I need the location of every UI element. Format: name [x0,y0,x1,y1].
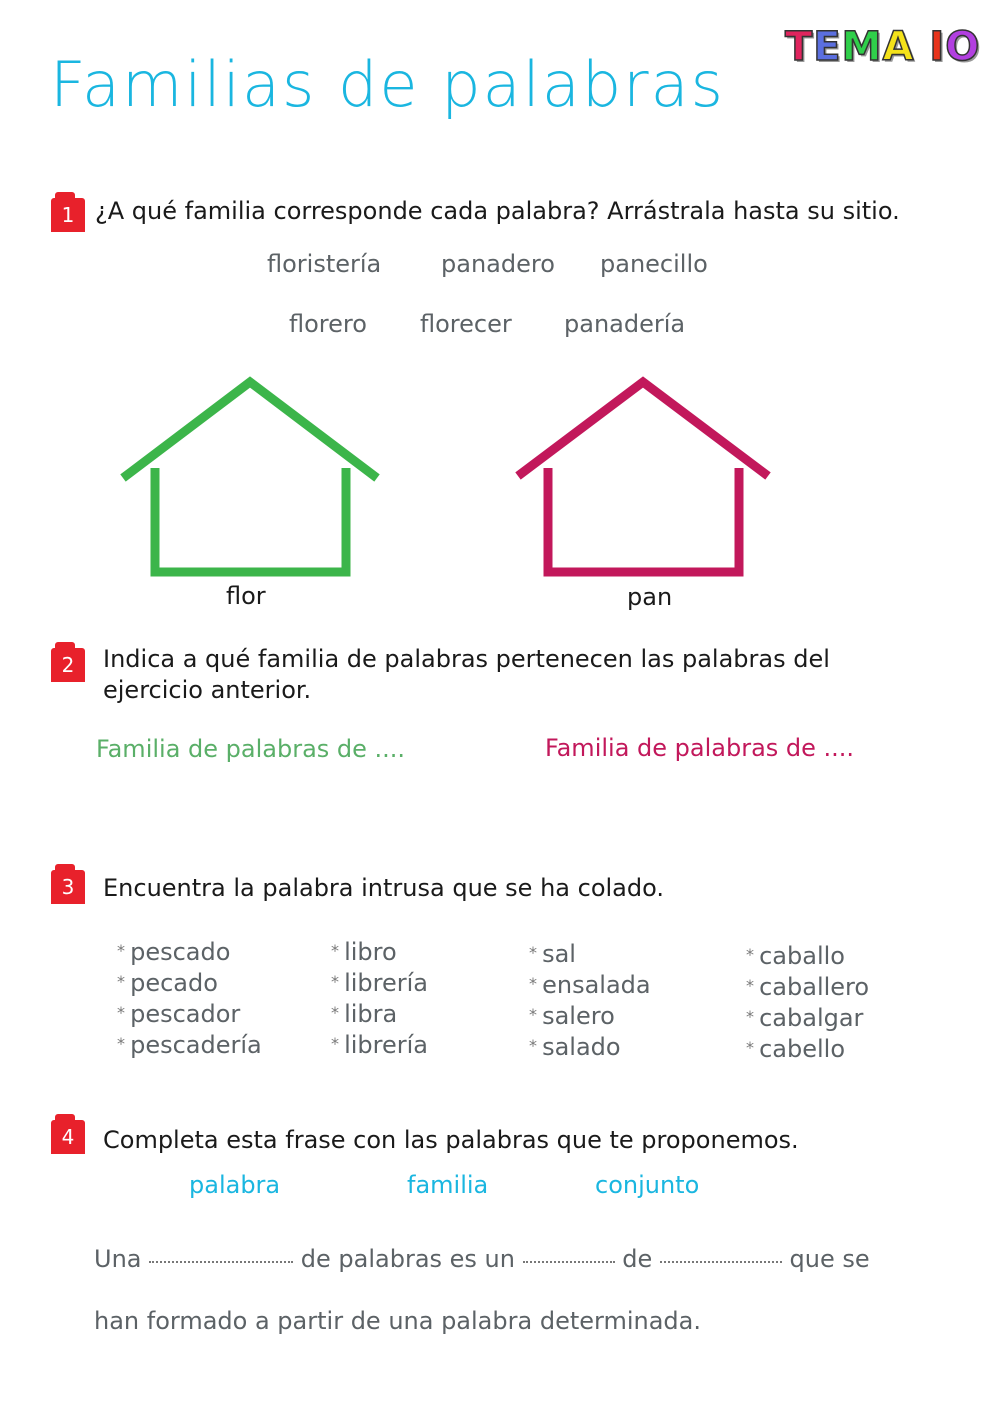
intruder-option[interactable]: * pescador [117,998,262,1029]
draggable-word[interactable]: florecer [420,310,512,338]
intruder-option[interactable]: * ensalada [529,969,651,1000]
sentence-text: de [622,1245,653,1273]
draggable-word[interactable]: florero [289,310,367,338]
tema-letter: M [841,24,883,70]
exercise-2-prompt-line2: ejercicio anterior. [103,676,312,704]
exercise-4-prompt: Completa esta frase con las palabras que te proponemos. [103,1126,799,1154]
tema-letter: T [785,24,814,70]
sentence-text: que se [789,1245,870,1273]
intruder-option[interactable]: * cabalgar [746,1002,869,1033]
tema-letter: O [945,24,981,70]
intruder-option[interactable]: * cabello [746,1033,869,1064]
sentence-text: Una [94,1245,142,1273]
intruder-option[interactable]: * pescado [117,936,262,967]
blank-slot-3[interactable] [660,1259,782,1263]
sentence-line-2: han formado a partir de una palabra determinada. [94,1307,701,1335]
intruder-option[interactable]: * salado [529,1031,651,1062]
exercise-1-number-badge: 1 [51,198,85,232]
tema-letter: E [813,24,842,70]
sentence-line-1 [94,1245,870,1273]
answer-field-flor[interactable]: Familia de palabras de .... [96,735,406,763]
draggable-word[interactable]: panadería [564,310,686,338]
exercise-1-prompt: ¿A qué familia corresponde cada palabra? Arrástrala hasta su sitio. [95,197,900,225]
page-title: Familias de palabras [50,48,725,121]
exercise-3-number-badge: 3 [51,870,85,904]
word-list-column-3 [529,938,651,1062]
sentence-text: de palabras es un [300,1245,515,1273]
intruder-option[interactable]: * caballo [746,940,869,971]
tema-letter: I [929,24,946,70]
blank-slot-1[interactable] [149,1259,293,1263]
intruder-option[interactable]: * librería [331,967,428,998]
house-label-pan: pan [627,583,673,611]
intruder-option[interactable]: * pescadería [117,1029,262,1060]
intruder-option[interactable]: * libro [331,936,428,967]
exercise-4-number-badge: 4 [51,1120,85,1154]
draggable-word[interactable]: floristería [267,250,382,278]
draggable-word[interactable]: panecillo [600,250,708,278]
word-list-column-1 [117,936,262,1060]
draggable-option-palabra[interactable]: palabra [189,1171,281,1199]
tema-badge [785,24,980,70]
intruder-option[interactable]: * librería [331,1029,428,1060]
house-drop-zone-pan[interactable] [510,370,775,585]
intruder-option[interactable]: * salero [529,1000,651,1031]
tema-letter: A [882,24,915,70]
answer-field-pan[interactable]: Familia de palabras de .... [545,734,855,762]
intruder-option[interactable]: * caballero [746,971,869,1002]
intruder-option[interactable]: * sal [529,938,651,969]
intruder-option[interactable]: * libra [331,998,428,1029]
house-drop-zone-flor[interactable] [115,370,385,585]
exercise-2-prompt-line1: Indica a qué familia de palabras pertenecen las palabras del [103,645,830,673]
exercise-3-prompt: Encuentra la palabra intrusa que se ha colado. [103,874,664,902]
draggable-option-conjunto[interactable]: conjunto [595,1171,700,1199]
exercise-2-number-badge: 2 [51,648,85,682]
word-list-column-2 [331,936,428,1060]
intruder-option[interactable]: * pecado [117,967,262,998]
blank-slot-2[interactable] [523,1259,615,1263]
draggable-word[interactable]: panadero [441,250,555,278]
house-label-flor: flor [226,582,266,610]
draggable-option-familia[interactable]: familia [407,1171,489,1199]
word-list-column-4 [746,940,869,1064]
